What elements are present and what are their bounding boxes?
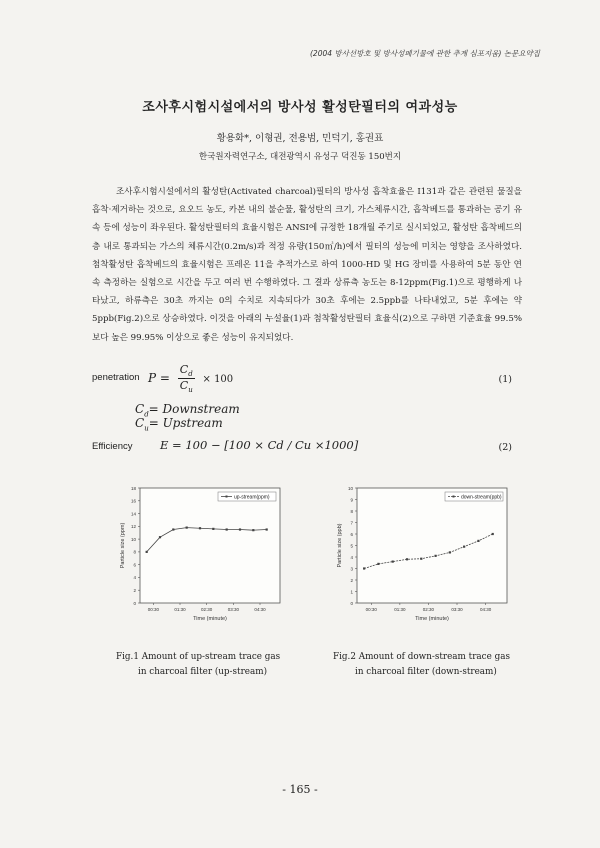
y-tick-label: 1 <box>350 589 353 595</box>
equation-1-body <box>148 363 233 394</box>
y-tick-label: 0 <box>133 600 136 606</box>
y-tick-label: 10 <box>347 485 353 491</box>
x-tick-label: 04:30 <box>254 607 266 612</box>
x-tick-label: 03:30 <box>451 607 463 612</box>
fig1-caption-line2: in charcoal filter (up-stream) <box>138 667 267 677</box>
author-list: 황용화*, 이형권, 전용범, 민덕기, 홍권표 <box>216 133 384 144</box>
x-tick-label: 01:30 <box>174 607 186 612</box>
y-tick-label: 2 <box>133 588 136 594</box>
paper-title: 조사후시험시설에서의 방사성 활성탄필터의 여과성능 <box>142 100 458 115</box>
data-point <box>463 546 465 548</box>
y-tick-label: 4 <box>133 575 136 581</box>
page-number: - 165 - <box>282 783 318 796</box>
x-tick-label: 02:30 <box>422 607 435 612</box>
fig2-chart <box>335 480 515 636</box>
definition-cu-text: = Upstream <box>148 416 223 430</box>
fig2-caption-line2: in charcoal filter (down-stream) <box>355 667 497 677</box>
data-point <box>199 527 201 529</box>
legend-marker <box>226 496 228 498</box>
fig1-caption-line1: Fig.1 Amount of up-stream trace gas <box>116 652 281 662</box>
y-tick-label: 8 <box>133 549 136 555</box>
data-point <box>377 563 379 565</box>
x-axis-label: Time (minute) <box>193 616 227 622</box>
equation-1 <box>92 360 512 395</box>
legend-label: down-stream(ppb) <box>461 494 502 501</box>
data-point <box>406 558 408 560</box>
y-tick-label: 2 <box>350 577 353 583</box>
data-point <box>146 551 148 553</box>
x-tick-label: 00:30 <box>365 607 377 612</box>
fig1-caption <box>116 650 280 680</box>
data-point <box>363 567 365 569</box>
data-point <box>434 555 436 557</box>
definition-cd-text: = Downstream <box>148 402 240 416</box>
x-tick-label: 01:30 <box>394 607 406 612</box>
equation-2 <box>92 438 512 458</box>
fig1-svg <box>118 480 288 632</box>
equation-1-lhs: P = <box>148 371 170 386</box>
y-tick-label: 5 <box>350 543 353 549</box>
abstract-text: 조사후시험시설에서의 활성탄(Activated charcoal)필터의 방사성 흡착효율은 I131과 같은 관련된 물질을 흡착·제거하는 것으로, 요오드 농도, 카본 내의 불순물, 활성탄의 크기, 가스체류시간, 흡착베드를 통과하는 공기 유속 등에 성능이 좌우된다. 활성탄필터의 효율시험은 ANSI에 규정한 18개월 주기로 실시되었고, 활성탄 흡착베드의 층 내로 통과되는 가스의 체류시간(0.2m/s)과 적정 유량(150㎥/h)에서 필터의 성능에 미치는 영향을 조사하였다. 첨착활성탄 흡착베드의 효율시험은 프레온 11을 추적가스로 하여 1000-HD 및 HG 장비를 사용하여 5분 동안 연속 측정하는 실험으로 시간을 두고 여러 번 수행하였다. 그 결과 상류측 농도는 8-12ppm(Fig.1)으로 평행하게 나타났고, 하류측은 30초 까지는 0의 수치로 지속되다가 30초 후에는 2.5ppb를 나타내었고, 5분 후에는 약 5ppb(Fig.2)으로 상승하였다. 이것을 아래의 누설율(1)과 첨착활성탄필터 효율식(2)으로 구하면 기준효율 99.5%보다 높은 99.95% 이상으로 좋은 성능이 유지되었다. <box>92 187 522 343</box>
data-point <box>159 536 161 538</box>
data-point <box>492 533 494 535</box>
y-axis-label: Particle size (ppm) <box>120 522 126 569</box>
fig2-svg <box>335 480 515 632</box>
y-tick-label: 16 <box>130 498 136 504</box>
data-point <box>477 540 479 542</box>
equation-1-number: (1) <box>498 374 512 385</box>
equation-1-denominator: C <box>179 379 189 393</box>
y-tick-label: 10 <box>130 536 136 542</box>
definition-cu-symbol: C <box>135 416 145 430</box>
y-tick-label: 3 <box>350 566 353 572</box>
data-point <box>172 528 174 530</box>
data-point <box>252 529 254 531</box>
y-tick-label: 4 <box>350 554 353 560</box>
equation-1-denominator-sub: u <box>188 386 193 395</box>
definition-cu <box>135 416 223 432</box>
data-point <box>186 527 188 529</box>
data-point <box>226 528 228 530</box>
y-tick-label: 6 <box>350 531 353 537</box>
data-point <box>266 528 268 530</box>
y-tick-label: 18 <box>130 485 136 491</box>
fig1-chart <box>118 480 288 636</box>
x-tick-label: 04:30 <box>479 607 492 612</box>
plot-area <box>140 488 280 603</box>
proceedings-header: (2004 방사선방호 및 방사성폐기물에 관한 추계 심포지움) 논문요약집 <box>310 49 540 58</box>
data-point <box>420 558 422 560</box>
y-tick-label: 0 <box>350 600 353 606</box>
y-tick-label: 7 <box>350 520 353 526</box>
definition-cd-symbol: C <box>135 402 145 416</box>
y-tick-label: 6 <box>133 562 136 568</box>
y-tick-label: 14 <box>130 511 136 517</box>
equation-2-number: (2) <box>498 442 512 453</box>
x-tick-label: 02:30 <box>201 607 213 612</box>
fig2-caption-line1: Fig.2 Amount of down-stream trace gas <box>333 652 510 662</box>
y-tick-label: 9 <box>350 497 353 503</box>
equation-1-numerator-sub: d <box>188 370 193 379</box>
equation-1-label: penetration <box>92 372 140 383</box>
affiliation: 한국원자력연구소, 대전광역시 유성구 덕진동 150번지 <box>198 152 402 162</box>
x-tick-label: 03:30 <box>227 607 239 612</box>
y-tick-label: 8 <box>350 508 353 514</box>
data-point <box>392 561 394 563</box>
x-axis-label: Time (minute) <box>415 616 449 622</box>
data-point <box>239 528 241 530</box>
equation-1-fraction <box>178 363 195 394</box>
plot-area <box>357 488 507 603</box>
equation-1-tail: × 100 <box>202 374 234 386</box>
data-point <box>212 528 214 530</box>
y-axis-label: Particle size (ppb) <box>337 523 343 568</box>
definition-cu-sub: u <box>144 424 149 433</box>
definition-cd-sub: d <box>144 410 149 419</box>
fig2-caption <box>333 650 510 680</box>
legend-label: up-stream(ppm) <box>234 494 270 501</box>
x-tick-label: 00:30 <box>147 607 159 612</box>
equation-1-numerator: C <box>179 363 189 376</box>
data-point <box>449 551 451 553</box>
y-tick-label: 12 <box>130 524 136 530</box>
equation-2-label: Efficiency <box>92 441 133 452</box>
equation-2-body: E = 100 − [100 × Cd / Cu ×1000] <box>160 438 359 452</box>
legend-marker <box>453 496 455 498</box>
